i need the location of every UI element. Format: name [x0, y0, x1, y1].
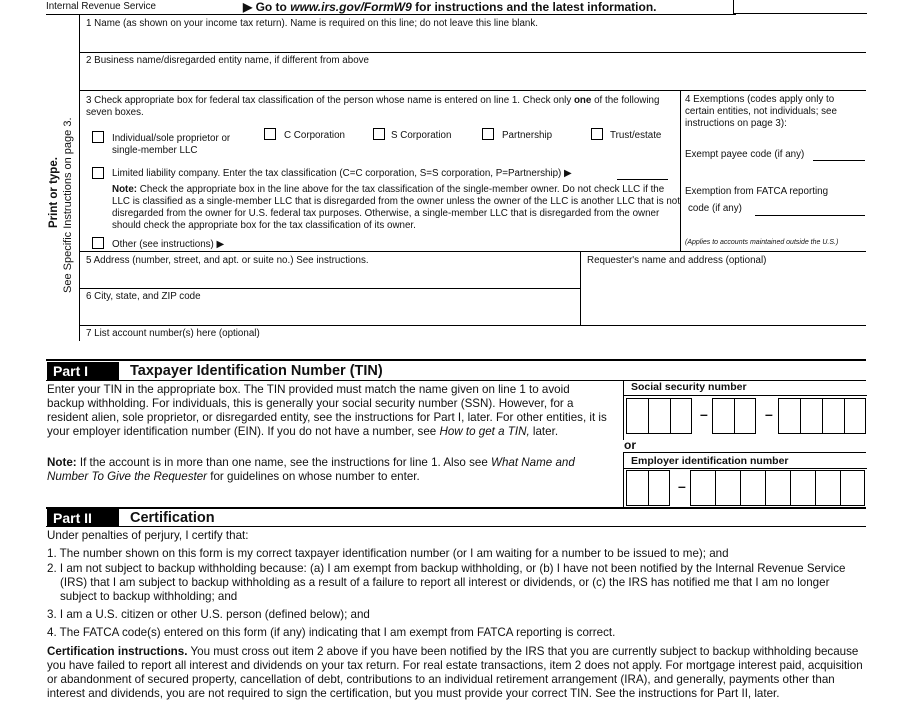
- cert-item-4: 4. The FATCA code(s) entered on this form (if any) indicating that I am exempt from FATCA reporting is correct.: [47, 626, 616, 639]
- line3-label: 3 Check appropriate box for federal tax classification of the person whose name is entered on line 1. Check only one of the following seven boxes.: [86, 95, 660, 118]
- ein-digit[interactable]: [840, 470, 865, 506]
- specific-instructions-label: See Specific Instructions on page 3.: [62, 117, 74, 293]
- ein-label: Employer identification number: [631, 455, 789, 467]
- llc-checkbox[interactable]: [92, 167, 104, 179]
- ssn-digit[interactable]: [734, 398, 756, 434]
- trust-estate-label: Trust/estate: [610, 130, 662, 141]
- s-corporation-checkbox[interactable]: [373, 128, 385, 140]
- partnership-checkbox[interactable]: [482, 128, 494, 140]
- line5-bottom-rule: [79, 288, 581, 289]
- part1-intro: Enter your TIN in the appropriate box. The TIN provided must match the name given on line 1 to avoid backup withholding. For individuals, this is generally your social security number (SSN). However, for a resident alien, sole proprietor, or disregarded entity, see the instructions for Part I, later. For other entities, it is your employer identification number (EIN). If you do not have a number, see How to get a TIN, later.: [47, 383, 607, 438]
- ssn-digit[interactable]: [822, 398, 844, 434]
- exemptions-label: 4 Exemptions (codes apply only to certain entities, not individuals; see instructions on page 3):: [685, 94, 837, 129]
- line2-bottom-rule: [79, 90, 866, 91]
- ssn-digit[interactable]: [670, 398, 692, 434]
- line6-label: 6 City, state, and ZIP code: [86, 291, 201, 302]
- individual-label: Individual/sole proprietor or single-member LLC: [112, 133, 231, 156]
- llc-label: Limited liability company. Enter the tax classification (C=C corporation, S=S corporation, P=Partnership) ▶: [112, 168, 572, 179]
- agency-name: Internal Revenue Service: [46, 1, 157, 12]
- ssn-digit[interactable]: [626, 398, 648, 434]
- line6-city-field[interactable]: [80, 303, 580, 325]
- ein-digit[interactable]: [740, 470, 765, 506]
- fatca-code-field[interactable]: [755, 215, 865, 216]
- print-or-type-label: Print or type.: [48, 157, 60, 228]
- ein-digit[interactable]: [648, 470, 670, 506]
- line5-address-field[interactable]: [80, 268, 580, 288]
- c-corporation-checkbox[interactable]: [264, 128, 276, 140]
- ssn-digit[interactable]: [800, 398, 822, 434]
- other-label: Other (see instructions) ▶: [112, 239, 225, 250]
- c-corporation-label: C Corporation: [284, 130, 345, 141]
- part1-title: Taxpayer Identification Number (TIN): [130, 363, 383, 379]
- ein-block: [623, 452, 866, 508]
- ein-digit[interactable]: [690, 470, 715, 506]
- instructions-link-line: [243, 0, 657, 14]
- trust-estate-checkbox[interactable]: [591, 128, 603, 140]
- goto-prefix: ▶ Go to: [243, 0, 291, 14]
- line1-name-field[interactable]: [80, 30, 865, 52]
- exemptions-divider: [680, 90, 681, 251]
- ssn-digit[interactable]: [844, 398, 866, 434]
- part2-intro: Under penalties of perjury, I certify that:: [47, 529, 249, 542]
- ein-dash: –: [678, 478, 686, 494]
- llc-tax-class-field[interactable]: [617, 179, 668, 180]
- fatca-label-2: code (if any): [688, 203, 742, 214]
- ssn-digit[interactable]: [712, 398, 734, 434]
- ssn-label-rule: [624, 395, 867, 396]
- part2-tag: Part II: [47, 509, 119, 527]
- cert-item-2: 2. I am not subject to backup withholding because: (a) I am exempt from backup withholding, or (b) I have not been notified by the Internal Revenue Service (IRS) that I am subject to backup withholding as a result of a failure to report all interest or dividends, or (c) the IRS has notified me that I am no longer subject to backup withholding; and: [47, 562, 846, 603]
- exempt-payee-label: Exempt payee code (if any): [685, 149, 805, 160]
- requester-label: Requester's name and address (optional): [587, 255, 767, 266]
- fatca-label-1: Exemption from FATCA reporting: [685, 186, 829, 197]
- requester-field[interactable]: [581, 268, 865, 325]
- line3-bottom-rule: [79, 251, 866, 252]
- form-url[interactable]: www.irs.gov/FormW9: [290, 0, 412, 14]
- cert-instructions: Certification instructions. You must cross out item 2 above if you have been notified by the IRS that you are currently subject to backup withholding because you have failed to report all interest and dividends on your tax return. For real estate transactions, item 2 does not apply. For mortgage interest paid, acquisition or abandonment of secured property, cancellation of debt, contributions to an individual retirement arrangement (IRA), and generally, payments other than interest and dividends, you are not required to sign the certification, but you must provide your correct TIN. See the instructions for Part II, later.: [47, 645, 863, 700]
- line1-label: 1 Name (as shown on your income tax return). Name is required on this line; do not leave this line blank.: [86, 18, 538, 29]
- ssn-block: [623, 380, 866, 440]
- ein-digit[interactable]: [715, 470, 740, 506]
- ssn-area-group[interactable]: [626, 398, 692, 434]
- line5-label: 5 Address (number, street, and apt. or suite no.) See instructions.: [86, 255, 369, 266]
- line7-account-field[interactable]: [290, 327, 865, 341]
- s-corporation-label: S Corporation: [391, 130, 452, 141]
- fatca-applies-note: (Applies to accounts maintained outside the U.S.): [685, 239, 839, 246]
- ein-prefix-group[interactable]: [626, 470, 670, 506]
- cert-item-3: 3. I am a U.S. citizen or other U.S. person (defined below); and: [47, 608, 370, 621]
- line7-bottom-rule: [46, 359, 866, 361]
- llc-note: Note: Check the appropriate box in the line above for the tax classification of the single-member owner. Do not check LLC if the LLC is classified as a single-member LLC that is disregarded from the owner unless the owner of the LLC is another LLC that is not disregarded from the owner for U.S. federal tax purposes. Otherwise, a single-member LLC that is disregarded from the owner should check the appropriate box for the tax classification of its owner.: [112, 184, 680, 231]
- sidebar-divider: [79, 14, 80, 341]
- part1-note: Note: If the account is in more than one name, see the instructions for line 1. Also see What Name and Number To Give the Requester for guidelines on whose number to enter.: [47, 456, 575, 483]
- ein-digit[interactable]: [626, 470, 648, 506]
- ein-digit[interactable]: [765, 470, 790, 506]
- line1-bottom-rule: [79, 52, 866, 53]
- part2-title-rule: [46, 526, 866, 527]
- ein-label-rule: [624, 468, 867, 469]
- ssn-dash-2: –: [765, 406, 773, 422]
- header-bottom-rule: [46, 14, 736, 15]
- goto-suffix: for instructions and the latest information.: [411, 0, 657, 14]
- ssn-group-group[interactable]: [712, 398, 756, 434]
- exempt-payee-field[interactable]: [813, 160, 865, 161]
- header-right-bottom: [733, 13, 867, 14]
- line6-bottom-rule: [79, 325, 866, 326]
- ssn-label: Social security number: [631, 381, 747, 393]
- ein-digit[interactable]: [815, 470, 840, 506]
- partnership-label: Partnership: [502, 130, 553, 141]
- individual-checkbox[interactable]: [92, 131, 104, 143]
- ssn-digit[interactable]: [778, 398, 800, 434]
- part2-title: Certification: [130, 510, 215, 526]
- line2-business-field[interactable]: [80, 67, 865, 89]
- ssn-serial-group[interactable]: [778, 398, 866, 434]
- other-checkbox[interactable]: [92, 237, 104, 249]
- ssn-digit[interactable]: [648, 398, 670, 434]
- line2-label: 2 Business name/disregarded entity name, if different from above: [86, 55, 369, 66]
- part1-tag: Part I: [47, 362, 119, 380]
- ein-digit[interactable]: [790, 470, 815, 506]
- ssn-dash-1: –: [700, 406, 708, 422]
- or-label: or: [624, 438, 636, 452]
- header-right-divider: [733, 0, 734, 13]
- cert-item-1: 1. The number shown on this form is my correct taxpayer identification number (or I am waiting for a number to be issued to me); and: [47, 547, 729, 560]
- ein-number-group[interactable]: [690, 470, 865, 506]
- line7-label: 7 List account number(s) here (optional): [86, 328, 260, 339]
